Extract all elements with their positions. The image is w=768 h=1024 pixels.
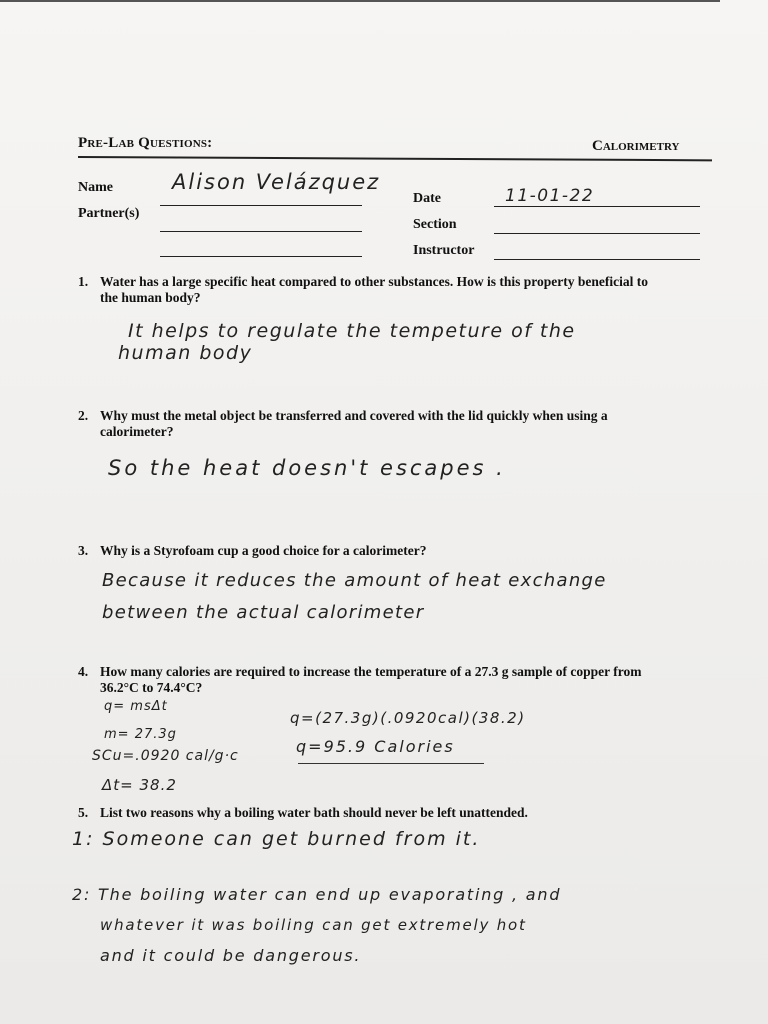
question-2 (78, 408, 708, 440)
work-line-3: SCu=.0920 cal/g·c (92, 748, 239, 764)
answer-5-line-4: and it could be dangerous. (100, 946, 362, 965)
calc-line-1: q=(27.3g)(.0920cal)(38.2) (290, 709, 526, 727)
section-label: Section (413, 217, 457, 232)
partner-label: Partner(s) (78, 206, 140, 221)
answer-5-line-1: 1: Someone can get burned from it. (72, 828, 481, 850)
calc-line-2: q=95.9 Calories (296, 737, 455, 756)
question-number: 5. (78, 805, 89, 820)
answer-1-line-1: It helps to regulate the tempeture of the (128, 320, 576, 342)
answer-underline (298, 763, 484, 764)
name-value: Alison Velázquez (172, 170, 381, 194)
question-number: 1. (78, 274, 89, 289)
question-4 (78, 664, 708, 696)
header-title-right: Calorimetry (592, 138, 680, 154)
question-3 (78, 543, 708, 559)
answer-1-line-2: human body (118, 342, 253, 364)
question-text: List two reasons why a boiling water bath should never be left unattended. (100, 805, 528, 820)
header-rule (78, 156, 712, 161)
question-text-cont: 36.2°C to 74.4°C? (100, 680, 203, 695)
work-line-2: m= 27.3g (104, 727, 177, 742)
header-title-left: Pre-Lab Questions: (78, 135, 213, 151)
name-line (160, 205, 362, 206)
answer-5-line-2: 2: The boiling water can end up evaporating , and (72, 885, 562, 904)
answer-5-line-3: whatever it was boiling can get extremely hot (100, 916, 527, 934)
question-text: Water has a large specific heat compared to other substances. How is this property beneficial to (100, 274, 648, 289)
partner-line-1 (160, 231, 362, 232)
instructor-label: Instructor (413, 243, 475, 258)
question-5 (78, 805, 708, 821)
question-number: 4. (78, 664, 89, 679)
name-label: Name (78, 180, 113, 195)
question-number: 3. (78, 543, 89, 558)
top-edge-line (0, 0, 720, 2)
answer-3-line-1: Because it reduces the amount of heat exchange (102, 570, 607, 591)
question-text-cont: the human body? (100, 290, 201, 305)
question-1 (78, 274, 708, 306)
answer-3-line-2: between the actual calorimeter (102, 602, 425, 623)
question-text-cont: calorimeter? (100, 424, 174, 439)
work-line-1: q= msΔt (104, 699, 168, 714)
instructor-line (494, 259, 700, 260)
question-text: Why must the metal object be transferred and covered with the lid quickly when using a (100, 408, 608, 423)
partner-line-2 (160, 256, 362, 257)
question-text: How many calories are required to increase the temperature of a 27.3 g sample of copper from (100, 664, 642, 679)
question-number: 2. (78, 408, 89, 423)
date-value: 11-01-22 (505, 186, 595, 206)
question-text: Why is a Styrofoam cup a good choice for a calorimeter? (100, 543, 427, 558)
date-label: Date (413, 191, 441, 206)
work-line-4: Δt= 38.2 (102, 776, 177, 794)
date-line (494, 206, 700, 207)
answer-2-line-1: So the heat doesn't escapes . (108, 456, 506, 480)
section-line (494, 233, 700, 234)
